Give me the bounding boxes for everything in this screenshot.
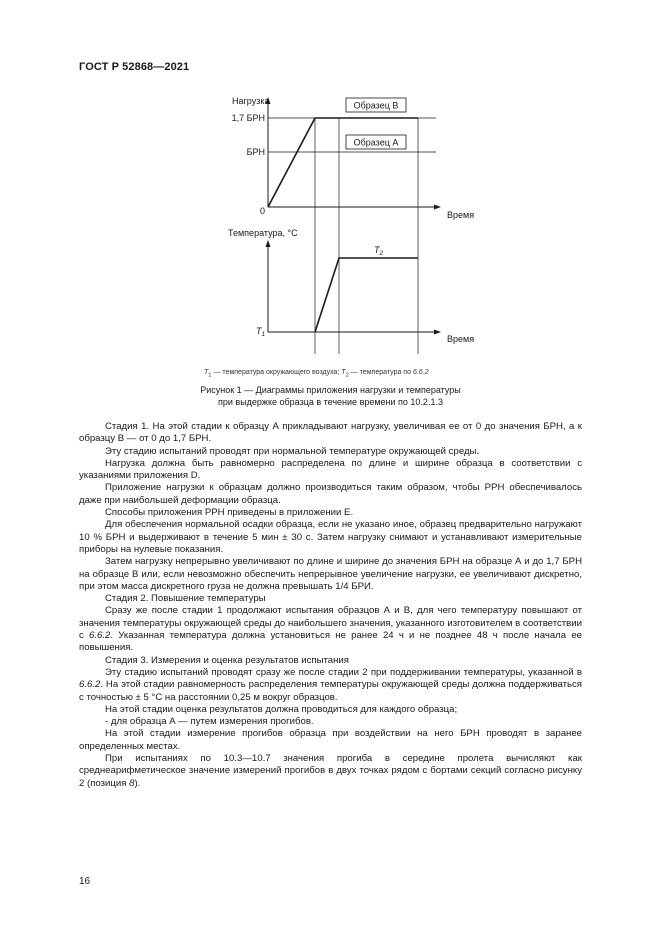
figure-diagrams <box>0 0 661 400</box>
temp-y-label: Температура, °С <box>228 228 298 238</box>
paragraph: Приложение нагрузки к образцам должно производиться таким образом, чтобы РРН обеспечивалось даже при наибольшей деформации образца. <box>79 482 582 506</box>
paragraph: Для обеспечения нормальной осадки образца, если не указано иное, образец предварительно нагружают 10 % БРН и выдерживают в течение 5 мин ± 30 с. Затем нагрузку снимают и устанавливают измерительные приборы на нулевые показания. <box>79 519 582 555</box>
temp-y-arrow <box>266 240 271 247</box>
load-chart <box>232 96 475 220</box>
paragraph-stage3: Стадия 3. Измерения и оценка результатов испытания <box>105 654 349 666</box>
figure-legend: $T_1$ — температура окружающего воздуха; $T_2$ — температура по 6.6.2 <box>204 369 429 379</box>
temp-x-arrow <box>434 330 441 335</box>
load-y-label: Нагрузка <box>232 96 270 106</box>
temperature-chart <box>228 228 474 344</box>
tick-17brn: 1,7 БРН <box>231 113 265 123</box>
paragraph: Сразу же после стадии 1 продолжают испытания образцов А и В, для чего температуру повышают от значения температуры окружающей среды до наибольшего значения, указанного изготовителем в соответствии с 6.6.2. Указанная температура должна установиться не ранее 24 ч и не позднее 48 ч после начала ее повышения. <box>79 605 582 654</box>
label-sample-b: Образец В <box>353 100 399 111</box>
paragraph-stage1: Стадия 1. На этой стадии к образцу А прикладывают нагрузку, увеличивая ее от 0 до значения БРН, а к образцу В — от 0 до 1,7 БРН. <box>79 421 582 445</box>
paragraph: На этой стадии измерение прогибов образца при воздействии на него БРН проводят в заранее определенных местах. <box>79 728 582 752</box>
list-item: - для образца А — путем измерения прогибов. <box>105 716 314 728</box>
t2-label: $T_2$ <box>374 245 384 257</box>
temp-line <box>315 258 418 332</box>
body-text <box>79 421 582 790</box>
page-number: 16 <box>79 876 91 887</box>
document-header: ГОСТ Р 52868—2021 <box>79 61 190 73</box>
t1-label: $T_1$ <box>256 326 266 338</box>
label-sample-a: Образец А <box>353 137 399 148</box>
paragraph: Затем нагрузку непрерывно увеличивают по длине и ширине до значения БРН на образце А и до 1,7 БРН на образце В или, если невозможно обеспечить непрерывное увеличение нагрузки, ее увеличивают дискретно, при этом масса дискретного груза не должна превышать 1/4 БРИ. <box>79 556 582 592</box>
load-line-sample-b <box>268 118 418 207</box>
paragraph-stage2: Стадия 2. Повышение температуры <box>105 593 266 605</box>
paragraph: Эту стадию испытаний проводят сразу же после стадии 2 при поддерживании температуры, указанной в 6.6.2. На этой стадии равномерность распределения температуры окружающей среды должна поддерживаться с точностью ± 5 °С на расстоянии 0,25 м вокруг образцов. <box>79 666 582 703</box>
paragraph: При испытаниях по 10.3—10.7 значения прогиба в середине пролета вычисляют как среднеарифметическое значение измерений прогибов в двух точках рядом с бортами секций согласно рисунку 2 (позиция 8). <box>79 753 582 789</box>
paragraph: Способы приложения РРН приведены в приложении Е. <box>105 507 354 519</box>
tick-brn: БРН <box>246 147 265 157</box>
temp-x-label: Время <box>447 334 475 344</box>
load-x-arrow <box>434 205 441 210</box>
figure-caption-line2: при выдержке образца в течение времени по 10.2.1.3 <box>218 397 443 407</box>
paragraph: Нагрузка должна быть равномерно распределена по длине и ширине образца в соответствии с указаниями приложения D. <box>79 457 582 482</box>
figure-caption-line1: Рисунок 1 — Диаграммы приложения нагрузки и температуры <box>200 385 461 395</box>
tick-zero: 0 <box>259 206 265 216</box>
paragraph: Эту стадию испытаний проводят при нормальной температуре окружающей среды. <box>105 445 480 457</box>
paragraph: На этой стадии оценка результатов должна проводиться для каждого образца; <box>105 703 458 715</box>
load-x-label: Время <box>447 210 475 220</box>
